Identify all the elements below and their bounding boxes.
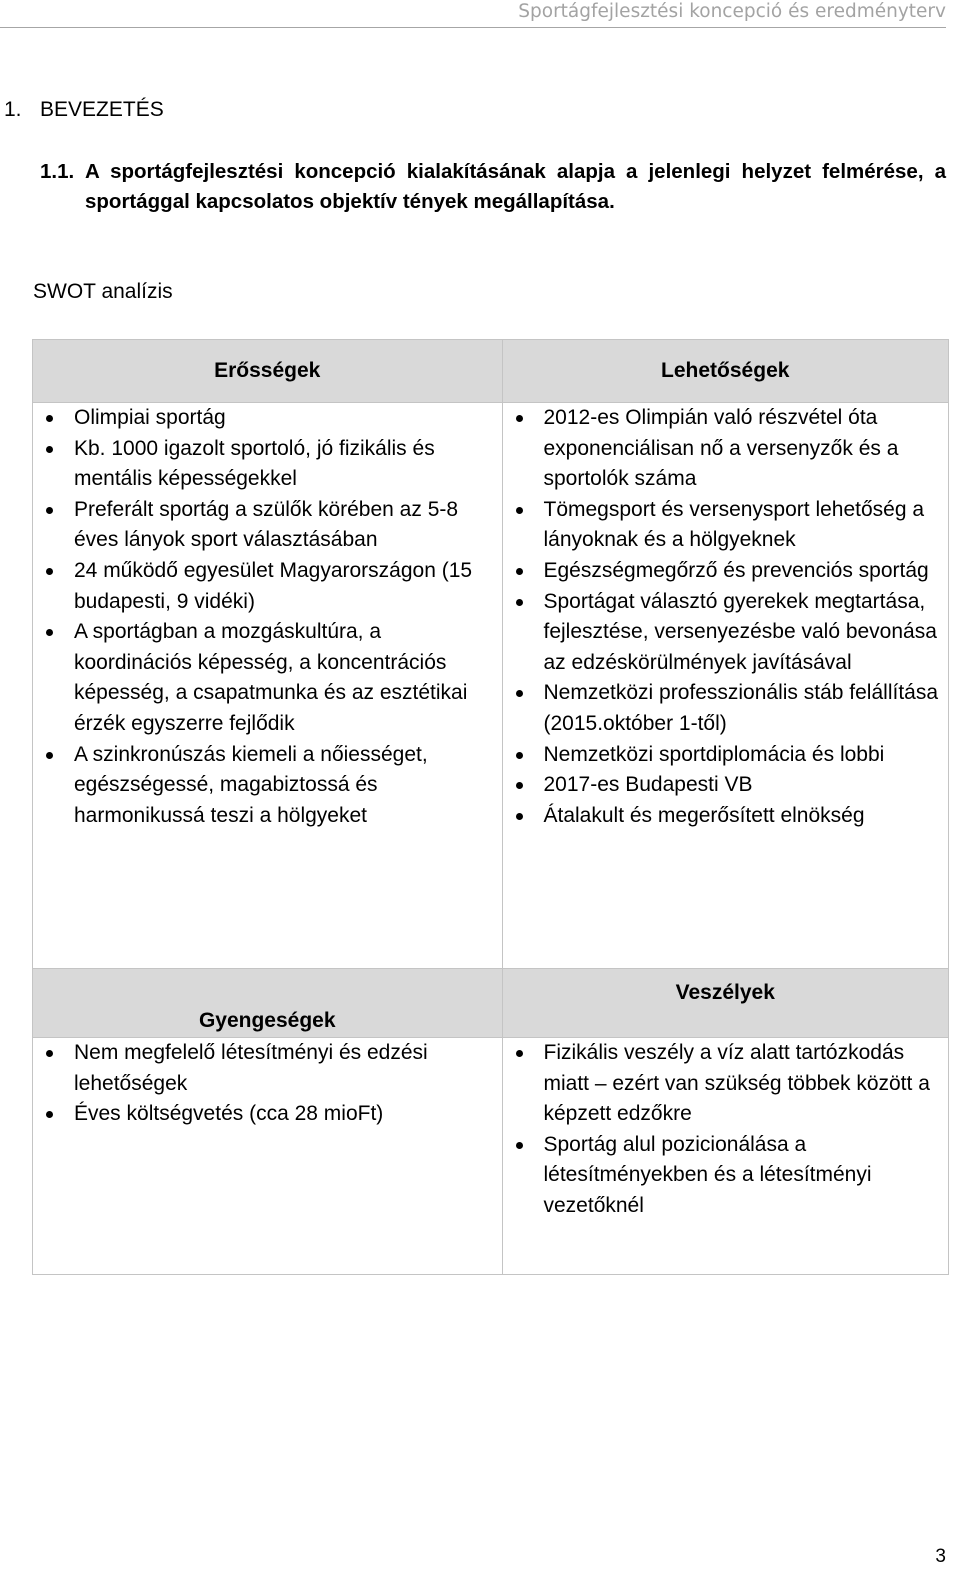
list-item: Sportág alul pozicionálása a létesítményekben és a létesítményi vezetőknél <box>503 1130 949 1222</box>
chapter-heading <box>4 96 164 124</box>
list-item: Kb. 1000 igazolt sportoló, jó fizikális és mentális képességekkel <box>33 434 502 495</box>
weaknesses-cell <box>33 1038 503 1275</box>
list-item: Nemzetközi professzionális stáb felállítása (2015.október 1-től) <box>503 678 949 739</box>
strengths-list <box>33 403 502 831</box>
swot-body-row-2 <box>33 1038 949 1275</box>
swot-table <box>32 339 949 1275</box>
section-heading <box>40 157 946 217</box>
opportunities-list <box>503 403 949 831</box>
strengths-header: Erősségek <box>33 340 503 403</box>
list-item: 2017-es Budapesti VB <box>503 770 949 801</box>
swot-header-row <box>33 340 949 403</box>
list-item: Egészségmegőrző és prevenciós sportág <box>503 556 949 587</box>
threats-cell <box>502 1038 949 1275</box>
list-item: A szinkronúszás kiemeli a nőiességet, egészségessé, magabiztossá és harmonikussá teszi a hölgyeket <box>33 740 502 832</box>
threats-header: Veszélyek <box>502 969 949 1038</box>
swot-label: SWOT analízis <box>33 280 173 303</box>
page-number: 3 <box>935 1546 946 1567</box>
list-item: 2012-es Olimpián való részvétel óta exponenciálisan nő a versenyzők és a sportolók száma <box>503 403 949 495</box>
running-header: Sportágfejlesztési koncepció és eredményterv <box>0 0 946 28</box>
weaknesses-list <box>33 1038 502 1130</box>
list-item: Nemzetközi sportdiplomácia és lobbi <box>503 740 949 771</box>
chapter-title: BEVEZETÉS <box>40 98 164 121</box>
list-item: Tömegsport és versenysport lehetőség a lányoknak és a hölgyeknek <box>503 495 949 556</box>
list-item: Sportágat választó gyerekek megtartása, fejlesztése, versenyezésbe való bevonása az edzéskörülmények javításával <box>503 587 949 679</box>
swot-header-row-2 <box>33 969 949 1038</box>
list-item: Éves költségvetés (cca 28 mioFt) <box>33 1099 502 1130</box>
list-item: 24 működő egyesület Magyarországon (15 budapesti, 9 vidéki) <box>33 556 502 617</box>
threats-list <box>503 1038 949 1222</box>
section-number: 1.1. <box>40 160 75 183</box>
list-item: Fizikális veszély a víz alatt tartózkodás miatt – ezért van szükség többek között a képzett edzőkre <box>503 1038 949 1130</box>
strengths-cell <box>33 403 503 969</box>
swot-body-row <box>33 403 949 969</box>
list-item: Átalakult és megerősített elnökség <box>503 801 949 832</box>
list-item: A sportágban a mozgáskultúra, a koordinációs képesség, a koncentrációs képesség, a csapatmunka és az esztétikai érzék egyszerre fejlődik <box>33 617 502 739</box>
section-title: A sportágfejlesztési koncepció kialakításának alapja a jelenlegi helyzet felmérése, a sportággal kapcsolatos objektív tények megállapítása. <box>85 160 946 213</box>
list-item: Olimpiai sportág <box>33 403 502 434</box>
chapter-number: 1. <box>4 98 22 121</box>
list-item: Nem megfelelő létesítményi és edzési lehetőségek <box>33 1038 502 1099</box>
opportunities-header: Lehetőségek <box>502 340 949 403</box>
opportunities-cell <box>502 403 949 969</box>
weaknesses-header: Gyengeségek <box>33 969 503 1038</box>
list-item: Preferált sportág a szülők körében az 5-8 éves lányok sport választásában <box>33 495 502 556</box>
